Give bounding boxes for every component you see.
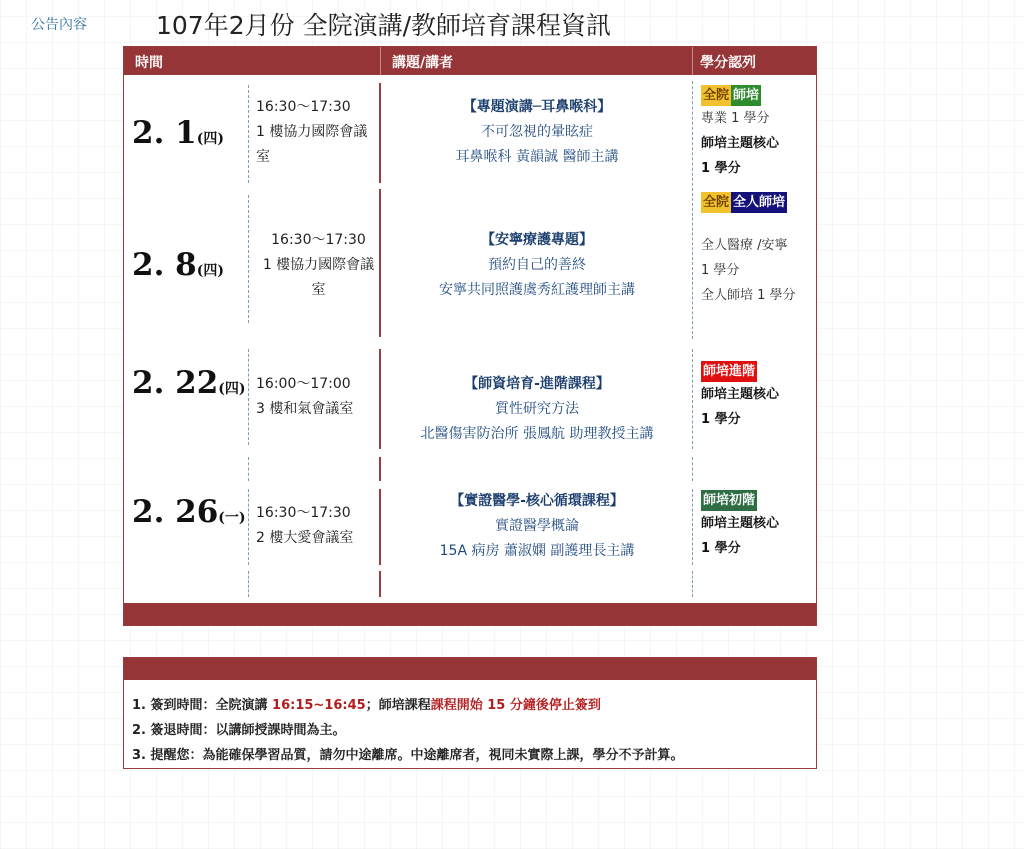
header-time: 時間	[135, 55, 163, 71]
topic-speaker: 耳鼻喉科 黃韻誠 醫師主講	[455, 149, 619, 165]
time-divider	[248, 85, 249, 183]
topic-subject: 預約自己的善終	[488, 257, 586, 273]
credit-line: 專業 1 學分	[701, 111, 770, 126]
time-divider	[248, 571, 249, 597]
topic-title: 【實證醫學-核心循環課程】	[450, 493, 624, 509]
row-place: 1 樓協力國際會議室	[256, 124, 368, 165]
row-date: 2. 22(四)	[132, 365, 246, 401]
note-signin: 1. 簽到時間：全院演講 16:15~16:45；師培課程課程開始 15 分鐘後停止簽到	[132, 698, 601, 713]
note-signout: 2. 簽退時間：以講師授課時間為主。	[132, 723, 346, 738]
row-time-place	[256, 372, 381, 422]
credit-line: 師培主題核心	[701, 387, 780, 402]
time-divider	[248, 349, 249, 445]
row-time: 16:30～17:30	[256, 99, 351, 115]
row-credit	[701, 192, 817, 308]
row-topic	[382, 489, 692, 564]
table-header	[124, 47, 816, 75]
row-time: 16:30～17:30	[256, 505, 351, 521]
row-topic	[382, 95, 692, 170]
notes-header-bar	[124, 658, 816, 680]
row-date: 2. 1(四)	[132, 115, 224, 151]
topic-speaker: 15A 病房 蕭淑嫻 副護理長主講	[439, 543, 635, 559]
page-title: 107年2月份 全院演講/教師培育課程資訊	[156, 11, 611, 40]
credit-line: 師培主題核心	[701, 516, 780, 531]
row-place: 3 樓和氣會議室	[256, 401, 354, 417]
credit-line: 1 學分	[701, 541, 741, 556]
credit-divider	[692, 349, 693, 449]
credit-divider	[692, 457, 693, 481]
note-reminder: 3. 提醒您：為能確保學習品質，請勿中途離席。中途離席者，視同未實際上課，學分不予計算。	[132, 748, 684, 763]
credit-tags	[701, 490, 817, 511]
row-credit	[701, 361, 817, 432]
credit-divider	[692, 81, 693, 191]
row-time-place	[256, 228, 381, 303]
time-divider	[248, 489, 249, 565]
row-credit	[701, 490, 817, 561]
credit-divider	[692, 571, 693, 597]
credit-line: 全人師培 1 學分	[701, 288, 796, 303]
credit-line: 1 學分	[701, 412, 741, 427]
row-date: 2. 26(一)	[132, 494, 246, 530]
credit-tag: 全人師培	[731, 192, 787, 213]
row-time-place	[256, 95, 381, 170]
topic-speaker: 安寧共同照護虞秀紅護理師主講	[439, 282, 635, 298]
row-place: 2 樓大愛會議室	[256, 530, 354, 546]
schedule-table	[123, 46, 817, 626]
row-credit	[701, 85, 817, 181]
credit-line: 1 學分	[701, 161, 741, 176]
credit-tag: 師培	[731, 85, 761, 106]
header-separator	[692, 47, 693, 75]
time-divider	[248, 457, 249, 481]
row-topic	[382, 228, 692, 303]
row-date: 2. 8(四)	[132, 247, 224, 283]
announce-label: 公告內容	[31, 17, 87, 33]
row-time: 16:30～17:30	[271, 232, 366, 248]
credit-divider	[692, 489, 693, 565]
topic-divider	[379, 571, 381, 597]
table-footer-bar	[124, 603, 816, 625]
credit-divider	[692, 193, 693, 339]
topic-title: 【安寧療護專題】	[481, 232, 593, 248]
credit-tag: 全院	[701, 192, 731, 213]
row-time-place	[256, 501, 381, 551]
notes-box	[123, 657, 817, 769]
credit-tag: 師培進階	[701, 361, 757, 382]
header-separator	[380, 47, 381, 75]
credit-tags	[701, 192, 817, 213]
row-weekday: (四)	[218, 381, 246, 397]
credit-tags	[701, 85, 817, 106]
topic-subject: 實證醫學概論	[495, 518, 579, 534]
topic-divider	[379, 457, 381, 481]
credit-line: 師培主題核心	[701, 136, 780, 151]
row-weekday: (一)	[218, 510, 246, 526]
topic-speaker: 北醫傷害防治所 張鳳航 助理教授主講	[420, 426, 654, 442]
credit-tag: 全院	[701, 85, 731, 106]
row-weekday: (四)	[196, 263, 224, 279]
credit-line: 全人醫療 /安寧	[701, 238, 788, 253]
row-time: 16:00～17:00	[256, 376, 351, 392]
topic-title: 【專題演講─耳鼻喉科】	[462, 99, 612, 115]
topic-subject: 不可忽視的暈眩症	[481, 124, 593, 140]
row-weekday: (四)	[196, 131, 224, 147]
header-topic: 講題/講者	[392, 55, 454, 71]
row-topic	[382, 372, 692, 447]
credit-tags	[701, 361, 817, 382]
time-divider	[248, 195, 249, 323]
credit-line: 1 學分	[701, 263, 740, 278]
row-place: 1 樓協力國際會議室	[262, 257, 375, 298]
credit-tag: 師培初階	[701, 490, 757, 511]
topic-title: 【師資培育-進階課程】	[464, 376, 610, 392]
topic-subject: 質性研究方法	[495, 401, 579, 417]
header-credit: 學分認列	[700, 55, 756, 71]
